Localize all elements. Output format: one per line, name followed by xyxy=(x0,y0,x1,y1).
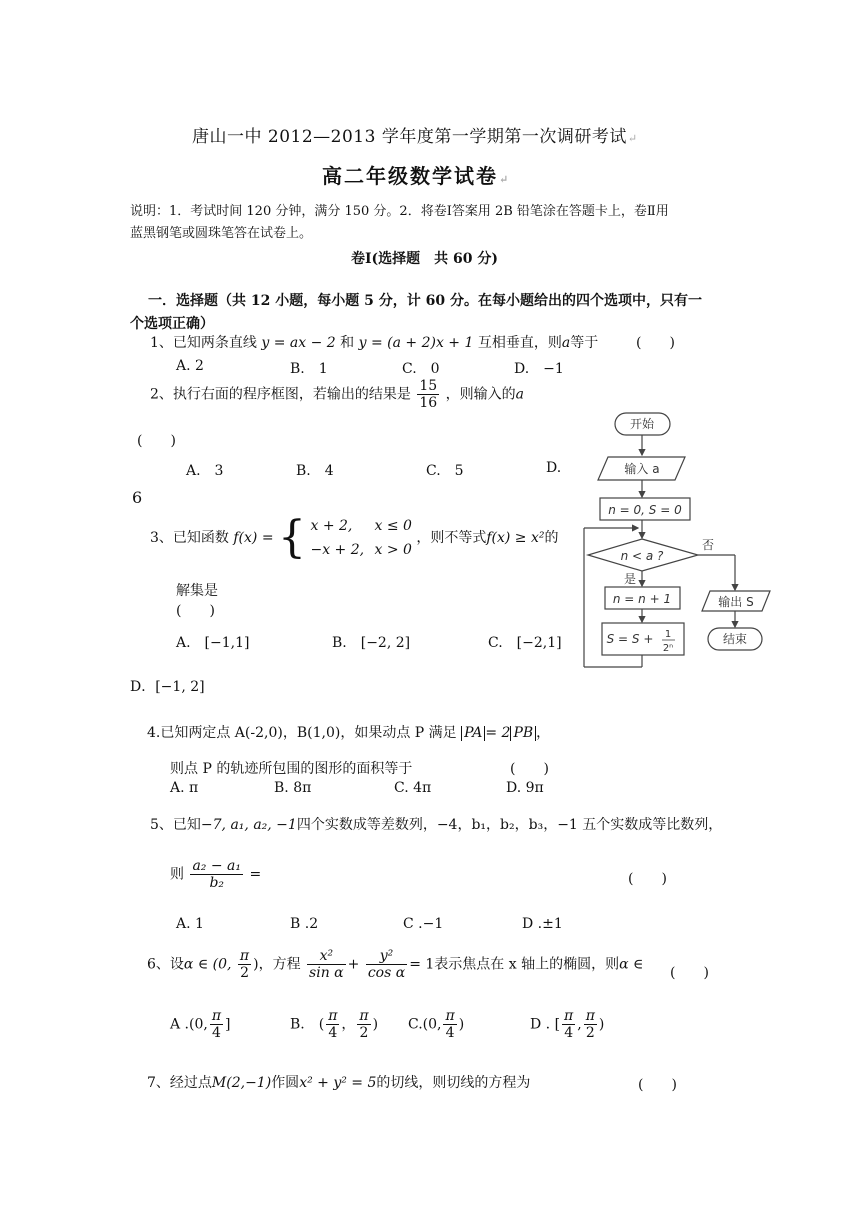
sum-numerator: 1 xyxy=(664,629,672,640)
option-d: D .±1 xyxy=(522,916,563,932)
option-c: C. 5 xyxy=(426,463,464,479)
option-d: D. 9π xyxy=(506,780,544,796)
question-3: 3、已知函数 f(x) = { x + 2, x ≤ 0 −x + 2, x > 0 ，则不等式f(x) ≥ x²的 xyxy=(150,512,559,563)
option-a: A .(0, $\frac{\pi}{4}$ ] xyxy=(170,1008,231,1042)
instructions-line-1: 说明：1．考试时间 120 分钟，满分 150 分。2．将卷Ⅰ答案用 2B 铅笔涂在答题卡上，卷Ⅱ用 xyxy=(130,204,669,219)
option-c: C .−1 xyxy=(403,916,444,932)
question-4-continued: 则点 P 的轨迹所包围的图形的面积等于 xyxy=(170,761,413,777)
input-label: 输入 a xyxy=(624,462,660,476)
option-a: A. 1 xyxy=(176,916,204,932)
question-7: 7、经过点M(2,−1)作圆x² + y² = 5的切线，则切线的方程为 xyxy=(147,1075,531,1091)
option-b: B. [−2, 2] xyxy=(332,635,411,651)
question-5-expression: 则 $\frac{\text{a₂ − a₁}}{\text{b₂}}$ = xyxy=(170,858,262,892)
yes-label: 是 xyxy=(623,572,637,586)
fraction: $\frac{15}{16}$ xyxy=(419,378,438,412)
increment-label: n = n + 1 xyxy=(612,592,672,606)
flowchart xyxy=(580,405,780,680)
instructions-line-2: 蓝黑钢笔或圆珠笔答在试卷上。 xyxy=(130,226,313,241)
option-b: B. ( $\frac{\pi}{4}$ ， $\frac{\pi}{2}$ ) xyxy=(290,1008,379,1042)
decision-label: n < a ? xyxy=(620,549,664,563)
answer-blank: ( ) xyxy=(636,335,675,351)
answer-blank: ( ) xyxy=(510,761,549,777)
option-c: C. 4π xyxy=(394,780,432,796)
question-4: 4.已知两定点 A(-2,0)，B(1,0)，如果动点 P 满足 PA = 2 PB ， xyxy=(147,725,551,741)
option-b: B. 1 xyxy=(290,361,328,377)
option-b: B. 8π xyxy=(274,780,312,796)
option-a: A. π xyxy=(170,780,199,796)
sum-label: S = S + xyxy=(606,632,654,646)
option-c: C. 0 xyxy=(402,361,440,377)
paper-title: 高二年级数学试卷↵ xyxy=(322,164,511,188)
section-heading-line-2: 个选项正确） xyxy=(130,316,214,332)
answer-blank: ( ) xyxy=(628,871,667,887)
option-b: B. 4 xyxy=(296,463,334,479)
answer-blank: ( ) xyxy=(137,433,176,449)
end-label: 结束 xyxy=(722,632,748,646)
part-heading: 卷Ⅰ(选择题 共 60 分) xyxy=(351,251,499,267)
answer-blank: ( ) xyxy=(176,603,215,619)
option-a: A. 3 xyxy=(186,463,224,479)
option-d: D. −1 xyxy=(514,361,564,377)
option-d: D . [ $\frac{\pi}{4}$ , $\frac{\pi}{2}$ ) xyxy=(530,1008,605,1042)
output-label: 输出 S xyxy=(718,595,754,609)
exam-title: 唐山一中 2012—2013 学年度第一学期第一次调研考试↵ xyxy=(192,127,638,147)
question-3-continued: 解集是 xyxy=(176,583,218,599)
option-b: B .2 xyxy=(290,916,319,932)
section-heading-line-1: 一．选择题（共 12 小题，每小题 5 分，计 60 分。在每小题给出的四个选项中，只有一 xyxy=(148,293,702,309)
start-label: 开始 xyxy=(629,417,655,431)
no-label: 否 xyxy=(701,538,715,552)
option-d-value: 6 xyxy=(132,488,143,507)
init-label: n = 0, S = 0 xyxy=(608,503,682,517)
question-5: 5、已知−7, a₁, a₂, −1四个实数成等差数列，−4，b₁，b₂，b₃，−1 五个实数成等比数列， xyxy=(150,817,723,833)
fraction: $\frac{\text{a₂ − a₁}}{\text{b₂}}$ xyxy=(192,858,242,892)
sum-denominator: 2ⁿ xyxy=(662,643,674,654)
option-c: C. [−2,1] xyxy=(488,635,562,651)
option-c: C.(0, $\frac{\pi}{4}$ ) xyxy=(408,1008,465,1042)
question-2: 2、执行右面的程序框图，若输出的结果是 $\frac{15}{16}$ ，则输入的a xyxy=(150,378,524,412)
option-d: D．[−1, 2] xyxy=(130,679,205,695)
option-a: A. 2 xyxy=(176,358,204,374)
question-6: 6、设α ∈ (0, $\frac{\pi}{2}$ )，方程 $\frac{\text{x²}}{\text{sin α}}$ + $\frac{\text{y²}}{\text{cos α}}$ = 1表示焦点在 x 轴上的椭圆，则α ∈ xyxy=(147,948,644,982)
answer-blank: ( ) xyxy=(638,1077,677,1093)
option-d: D. xyxy=(546,460,562,476)
option-a: A. [−1,1] xyxy=(176,635,250,651)
question-1: 1、已知两条直线 y = ax − 2 和 y = (a + 2)x + 1 互相垂直，则a等于 xyxy=(150,335,599,351)
answer-blank: ( ) xyxy=(670,965,709,981)
